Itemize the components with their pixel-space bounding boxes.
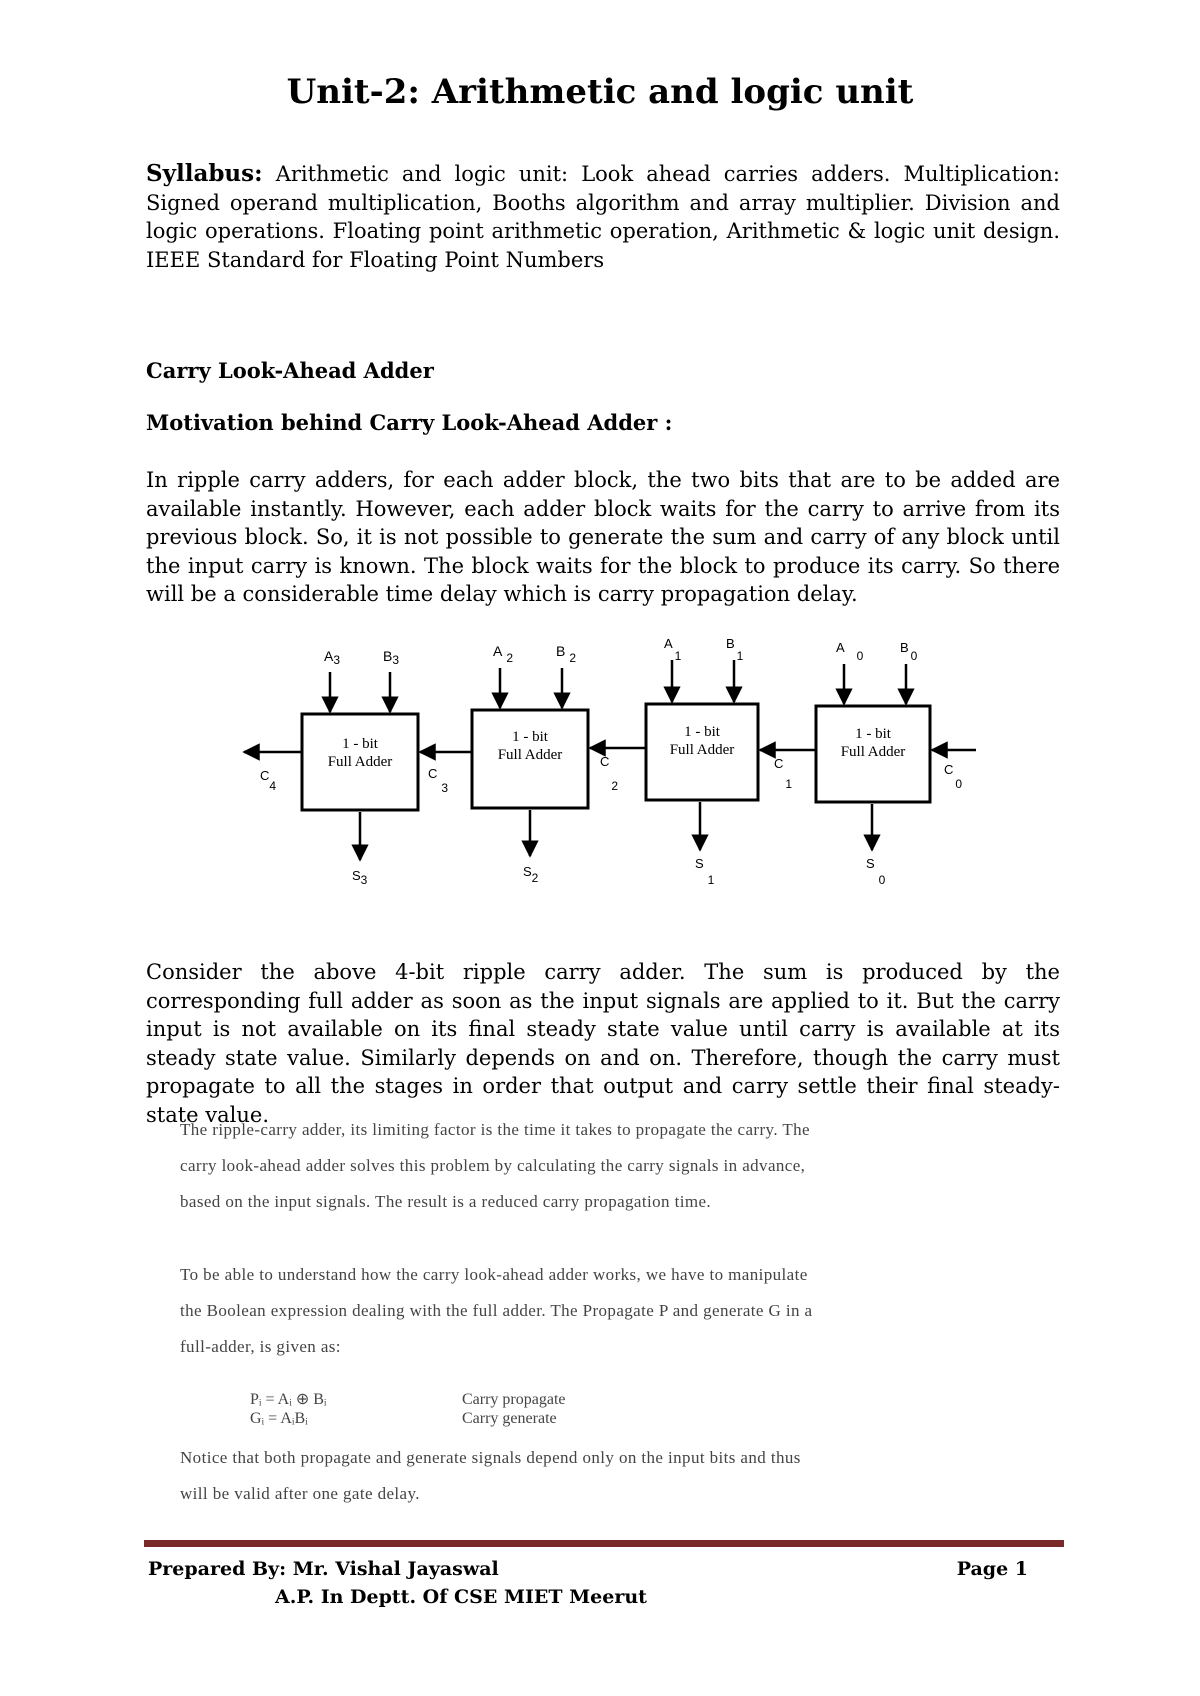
scan-line: To be able to understand how the carry look-ahead adder works, we have to manipulate <box>180 1265 808 1284</box>
footer-prepared-by: Prepared By: Mr. Vishal Jayaswal <box>148 1558 499 1580</box>
propagate-generate-equations <box>250 1390 850 1428</box>
paragraph-ripple-carry: In ripple carry adders, for each adder block, the two bits that are to be added are available instantly. However, each adder block waits for the carry to arrive from its previous block. So, it is not possible to generate the sum and carry of any block until the input carry is known. The block waits for the block to produce its carry. So there will be a considerable time delay which is carry propagation delay. <box>146 468 1060 606</box>
scanned-text-block-3 <box>180 1440 1030 1512</box>
carry-c2-label: C2 <box>600 754 619 793</box>
equation: Pᵢ = Aᵢ ⊕ Bᵢ <box>250 1391 327 1408</box>
block-label-line2: Full Adder <box>669 742 735 758</box>
input-b2-label: B 2 <box>556 643 577 665</box>
equation-row <box>250 1409 850 1428</box>
page-title: Unit-2: Arithmetic and logic unit <box>286 72 914 112</box>
input-a2-label: A 2 <box>493 643 514 665</box>
input-b0-label: B0 <box>900 640 918 663</box>
block-label-line1: 1 - bit <box>855 726 891 742</box>
input-b3-label: B3 <box>383 648 400 667</box>
scan-line: Notice that both propagate and generate signals depend only on the input bits and thus <box>180 1448 801 1467</box>
carry-c1-label: C1 <box>774 756 793 791</box>
scan-line: carry look-ahead adder solves this problem by calculating the carry signals in advance, <box>180 1156 806 1175</box>
footer-page-number: Page 1 <box>956 1558 1028 1580</box>
block-label-line1: 1 - bit <box>684 724 720 740</box>
scan-line: full-adder, is given as: <box>180 1337 341 1356</box>
sum-s0-label: S0 <box>866 856 886 887</box>
syllabus-paragraph <box>146 160 1060 274</box>
sum-s3-label: S3 <box>352 868 368 887</box>
footer-divider <box>144 1540 1064 1547</box>
block-label-line2: Full Adder <box>497 747 563 763</box>
equation: Gᵢ = AᵢBᵢ <box>250 1410 308 1427</box>
input-a0-label: A0 <box>836 640 864 663</box>
sum-s2-label: S2 <box>523 864 539 885</box>
input-a1-label: A1 <box>664 636 682 663</box>
syllabus-label: Syllabus: <box>146 160 263 187</box>
full-adder-block-3 <box>260 648 418 887</box>
footer-department: A.P. In Deptt. Of CSE MIET Meerut <box>275 1586 647 1608</box>
scanned-text-block-2 <box>180 1257 1030 1365</box>
scan-line: the Boolean expression dealing with the full adder. The Propagate P and generate G in a <box>180 1301 813 1320</box>
input-a3-label: A3 <box>324 648 341 667</box>
paragraph-ripple-analysis: Consider the above 4-bit ripple carry adder. The sum is produced by the corresponding full adder as soon as the input signals are applied to it. But the carry input is not available on its final steady state value until carry is available at its steady state value. Similarly depends on and on. Therefore, though the carry must propagate to all the stages in order that output and carry settle their final steady-state value. <box>146 960 1060 1127</box>
ripple-carry-adder-diagram <box>240 628 980 910</box>
block-label-line2: Full Adder <box>327 754 393 770</box>
syllabus-text: Arithmetic and logic unit: Look ahead carries adders. Multiplication: Signed operand multiplication, Booths algorithm and array multiplier. Division and logic operations. Floating point arithmetic operation, Arithmetic & logic unit design. IEEE Standard for Floating Point Numbers <box>146 162 1060 272</box>
scan-line: will be valid after one gate delay. <box>180 1484 420 1503</box>
equation-description: Carry propagate <box>462 1391 566 1408</box>
block-label-line2: Full Adder <box>840 744 906 760</box>
scan-line: The ripple-carry adder, its limiting factor is the time it takes to propagate the carry. The <box>180 1120 810 1139</box>
equation-description: Carry generate <box>462 1410 557 1427</box>
equation-row <box>250 1390 850 1409</box>
scan-line: based on the input signals. The result is a reduced carry propagation time. <box>180 1192 712 1211</box>
sum-s1-label: S1 <box>695 856 715 887</box>
full-adder-block-0 <box>774 640 930 887</box>
carry-c4-label: C4 <box>260 768 277 793</box>
motivation-heading: Motivation behind Carry Look-Ahead Adder : <box>146 410 673 435</box>
scanned-text-block-1 <box>180 1112 1030 1220</box>
full-adder-block-1 <box>600 636 758 887</box>
block-label-line1: 1 - bit <box>342 736 378 752</box>
carry-c3-label: C3 <box>428 766 449 795</box>
block-label-line1: 1 - bit <box>512 729 548 745</box>
input-b1-label: B1 <box>726 636 744 663</box>
section-heading: Carry Look-Ahead Adder <box>146 358 434 383</box>
full-adder-block-2 <box>428 643 588 885</box>
carry-c0-label: C0 <box>944 762 963 791</box>
